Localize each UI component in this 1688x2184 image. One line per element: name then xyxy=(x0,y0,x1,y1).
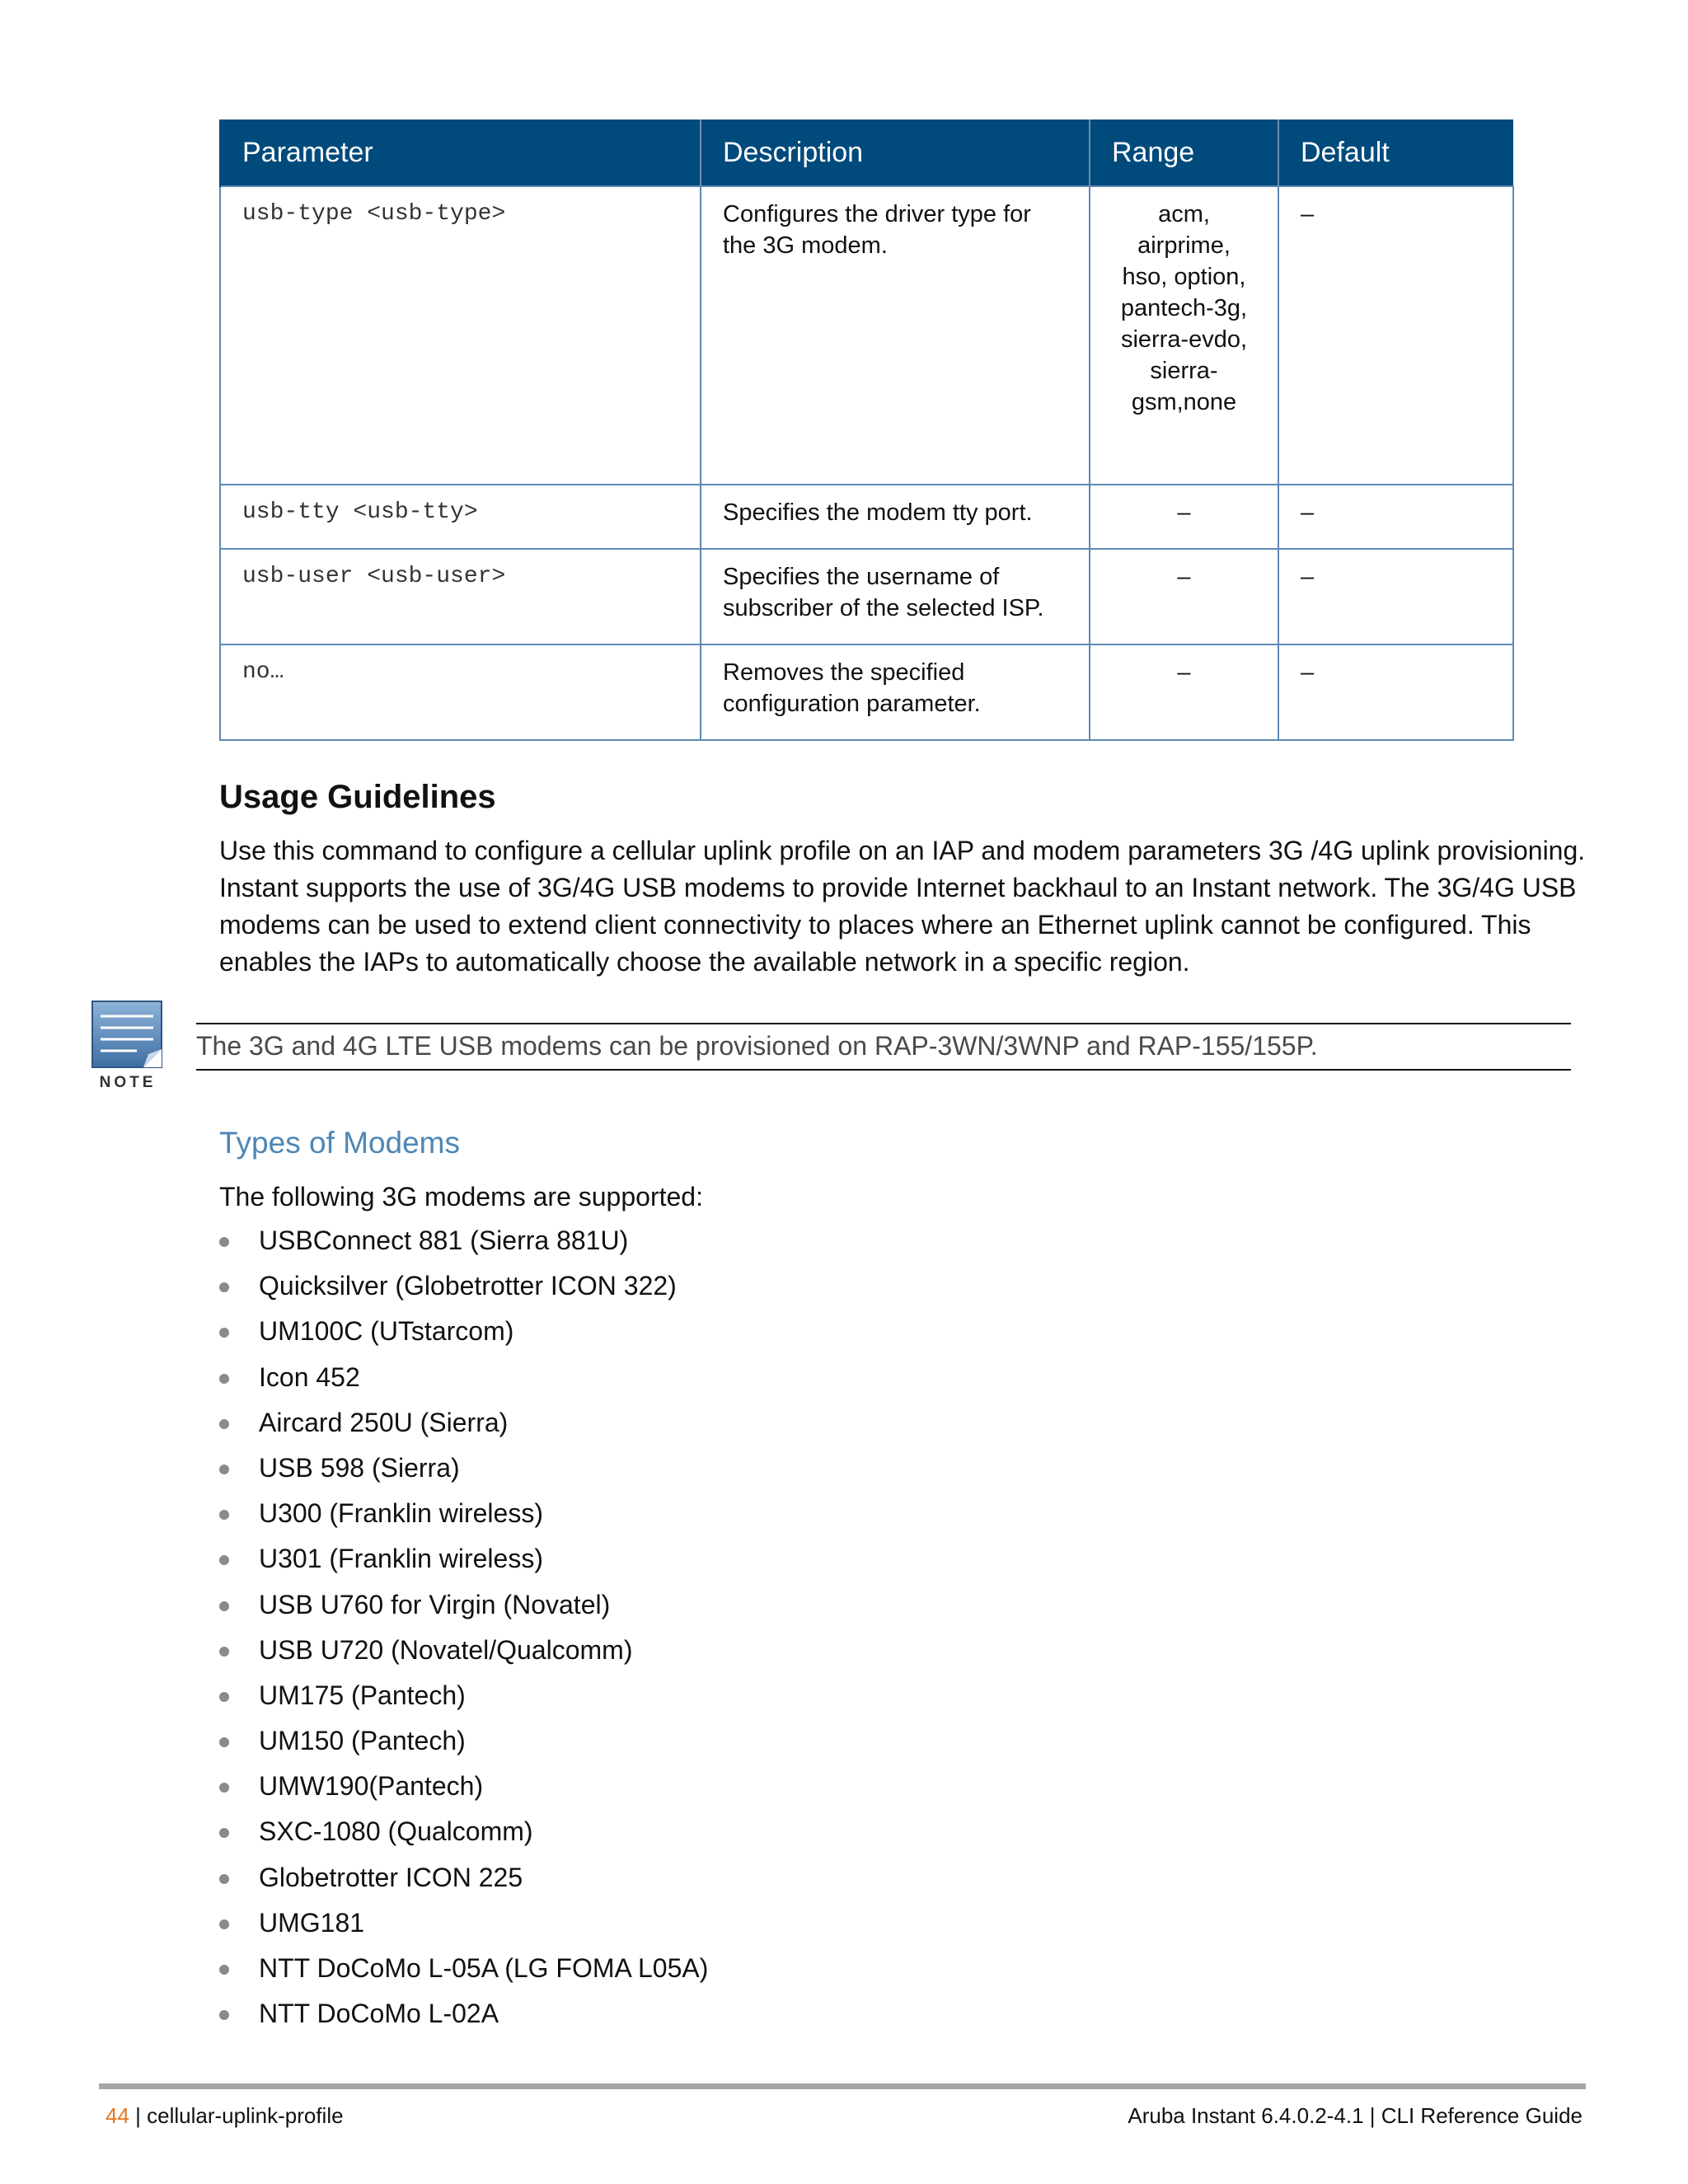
list-item xyxy=(219,1900,708,1946)
bullet-icon xyxy=(219,1465,229,1474)
note-text: The 3G and 4G LTE USB modems can be provisioned on RAP-3WN/3WNP and RAP-155/155P. xyxy=(196,1031,1318,1061)
bullet-icon xyxy=(219,1328,229,1338)
list-item xyxy=(219,1628,708,1673)
cell-description: Configures the driver type for the 3G modem. xyxy=(701,186,1090,485)
cell-description: Specifies the username of subscriber of the selected ISP. xyxy=(701,549,1090,644)
cell-parameter: usb-user <usb-user> xyxy=(220,549,701,644)
cell-description: Specifies the modem tty port. xyxy=(701,485,1090,549)
cell-description: Removes the specified configuration parameter. xyxy=(701,644,1090,740)
list-item xyxy=(219,1809,708,1854)
bullet-icon xyxy=(219,1737,229,1747)
usage-guidelines-paragraph: Use this command to configure a cellular uplink profile on an IAP and modem parameters 3G /4G uplink provisioning. Instant supports the use of 3G/4G USB modems to provide Internet backhaul to an Instant network. The 3G/4G USB modems can be used to extend client connectivity to places where an Ethernet uplink cannot be configured. This enables the IAPs to automatically choose the available network in a specific region. xyxy=(219,836,1586,977)
list-item xyxy=(219,1355,708,1400)
header-range: Range xyxy=(1090,120,1278,186)
bullet-icon xyxy=(219,2010,229,2020)
header-parameter: Parameter xyxy=(220,120,701,186)
cell-parameter: usb-type <usb-type> xyxy=(220,186,701,485)
cell-range: acm, airprime, hso, option, pantech-3g, sierra-evdo, sierra-gsm,none xyxy=(1090,186,1278,485)
list-item-text: UM150 (Pantech) xyxy=(259,1726,466,1756)
bullet-icon xyxy=(219,1828,229,1838)
footer-rule xyxy=(99,2083,1586,2089)
bullet-icon xyxy=(219,1237,229,1247)
list-item-text: U300 (Franklin wireless) xyxy=(259,1498,543,1529)
cell-default: – xyxy=(1278,186,1513,485)
cell-default: – xyxy=(1278,485,1513,549)
list-item-text: USB U760 for Virgin (Novatel) xyxy=(259,1589,611,1619)
bullet-icon xyxy=(219,1783,229,1793)
cell-range: – xyxy=(1090,485,1278,549)
bullet-icon xyxy=(219,1919,229,1929)
bullet-icon xyxy=(219,1692,229,1702)
table-row xyxy=(220,186,1513,485)
note-icon xyxy=(91,1000,165,1090)
list-item xyxy=(219,1991,708,2036)
list-item-text: USBConnect 881 (Sierra 881U) xyxy=(259,1226,629,1255)
page-number: 44 xyxy=(106,2103,129,2128)
list-item-text: UM175 (Pantech) xyxy=(259,1680,466,1710)
table-row xyxy=(220,485,1513,549)
cell-range: – xyxy=(1090,644,1278,740)
usage-guidelines-heading: Usage Guidelines xyxy=(219,779,496,815)
note-rule-top xyxy=(196,1023,1571,1024)
list-item-text: Icon 452 xyxy=(259,1361,360,1392)
bullet-icon xyxy=(219,1510,229,1520)
list-item xyxy=(219,1309,708,1354)
list-item xyxy=(219,1718,708,1764)
list-item-text: NTT DoCoMo L-02A xyxy=(259,1999,499,2029)
list-item xyxy=(219,1536,708,1582)
bullet-icon xyxy=(219,1601,229,1611)
list-item-text: USB U720 (Novatel/Qualcomm) xyxy=(259,1634,633,1665)
list-item-text: USB 598 (Sierra) xyxy=(259,1452,460,1483)
list-item-text: U301 (Franklin wireless) xyxy=(259,1544,543,1574)
list-item-text: Globetrotter ICON 225 xyxy=(259,1862,523,1892)
bullet-icon xyxy=(219,1874,229,1884)
note-icon-label: NOTE xyxy=(99,1074,157,1090)
list-item xyxy=(219,1218,708,1263)
table-row xyxy=(220,644,1513,740)
bullet-icon xyxy=(219,1647,229,1657)
cell-parameter: no… xyxy=(220,644,701,740)
list-item xyxy=(219,1446,708,1491)
cell-range: – xyxy=(1090,549,1278,644)
list-item xyxy=(219,1764,708,1809)
list-item-text: Aircard 250U (Sierra) xyxy=(259,1407,509,1437)
list-item-text: Quicksilver (Globetrotter ICON 322) xyxy=(259,1271,677,1301)
header-default: Default xyxy=(1278,120,1513,186)
list-item xyxy=(219,1491,708,1536)
footer-guide-title: Aruba Instant 6.4.0.2-4.1 | CLI Reference Guide xyxy=(1128,2103,1582,2128)
cell-default: – xyxy=(1278,549,1513,644)
bullet-icon xyxy=(219,1555,229,1565)
modem-list xyxy=(219,1218,708,2036)
table-row xyxy=(220,549,1513,644)
list-item xyxy=(219,1855,708,1900)
footer-left xyxy=(106,2103,344,2129)
cell-parameter: usb-tty <usb-tty> xyxy=(220,485,701,549)
bullet-icon xyxy=(219,1374,229,1384)
list-item xyxy=(219,1673,708,1718)
footer-separator: | xyxy=(129,2103,148,2128)
list-item xyxy=(219,1263,708,1309)
parameter-table xyxy=(219,120,1514,741)
list-item-text: UMG181 xyxy=(259,1907,365,1938)
header-description: Description xyxy=(701,120,1090,186)
bullet-icon xyxy=(219,1419,229,1429)
footer-section: cellular-uplink-profile xyxy=(147,2103,344,2128)
list-item xyxy=(219,1582,708,1628)
list-item xyxy=(219,1400,708,1446)
types-of-modems-heading: Types of Modems xyxy=(219,1126,461,1160)
list-item-text: SXC-1080 (Qualcomm) xyxy=(259,1816,533,1847)
list-item xyxy=(219,1946,708,1991)
list-item-text: UM100C (UTstarcom) xyxy=(259,1316,514,1347)
modems-intro: The following 3G modems are supported: xyxy=(219,1182,703,1212)
list-item-text: UMW190(Pantech) xyxy=(259,1771,484,1802)
note-rule-bottom xyxy=(196,1069,1571,1071)
list-item-text: NTT DoCoMo L-05A (LG FOMA L05A) xyxy=(259,1953,709,1983)
table-header-row xyxy=(220,120,1513,186)
cell-default: – xyxy=(1278,644,1513,740)
bullet-icon xyxy=(219,1282,229,1292)
bullet-icon xyxy=(219,1965,229,1975)
